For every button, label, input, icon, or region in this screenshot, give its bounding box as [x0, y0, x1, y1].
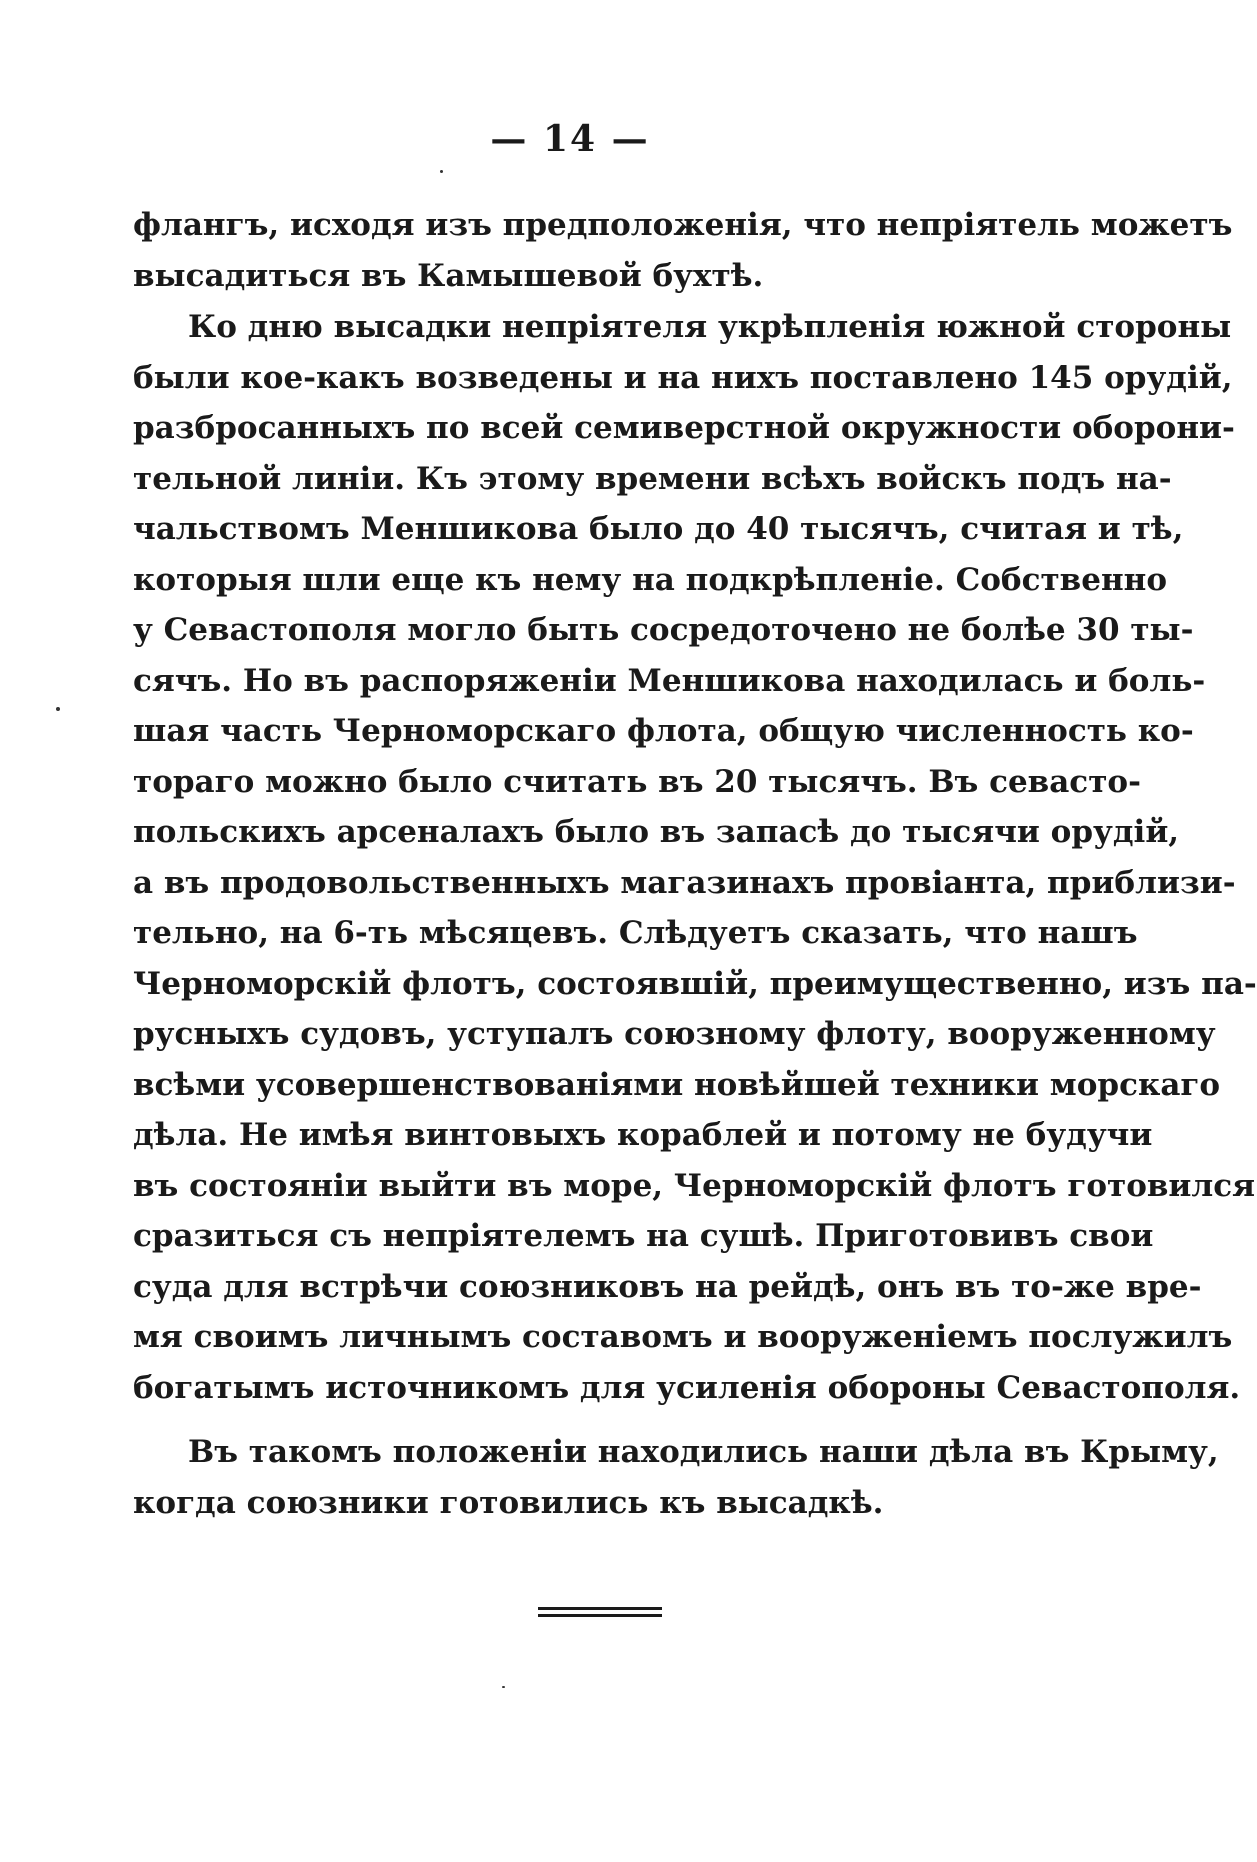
text-line: были кое-какъ возведены и на нихъ поставлено 145 орудій,: [133, 359, 1233, 396]
text-line: русныхъ судовъ, уступалъ союзному флоту, вооруженному: [133, 1016, 1216, 1052]
text-line: тельной линіи. Къ этому времени всѣхъ войскъ подъ на-: [133, 460, 1172, 497]
text-line: въ состояніи выйти въ море, Черноморскій флотъ готовился: [133, 1167, 1256, 1204]
paragraph-main: [133, 302, 1257, 1413]
text-line: польскихъ арсеналахъ было въ запасѣ до тысячи орудій,: [133, 814, 1180, 850]
text-line: Ко дню высадки непріятеля укрѣпленія южной стороны: [188, 309, 1232, 345]
text-line: которыя шли еще къ нему на подкрѣпленіе. Собственно: [133, 561, 1168, 598]
scan-speck: [56, 707, 60, 711]
text-line: дѣла. Не имѣя винтовыхъ кораблей и потому не будучи: [133, 1117, 1153, 1153]
text-line: когда союзники готовились къ высадкѣ.: [133, 1484, 884, 1521]
text-line: сячъ. Но въ распоряженіи Меншикова находилась и боль-: [133, 662, 1206, 699]
text-line: суда для встрѣчи союзниковъ на рейдѣ, онъ въ то-же вре-: [133, 1268, 1202, 1305]
text-line: сразиться съ непріятелемъ на сушѣ. Приготовивъ свои: [133, 1218, 1154, 1254]
paragraph-closing: [133, 1427, 1219, 1528]
text-line: разбросанныхъ по всей семиверстной окружности оборони-: [133, 410, 1235, 446]
text-line: мя своимъ личнымъ составомъ и вооруженіемъ послужилъ: [133, 1319, 1233, 1355]
text-line: а въ продовольственныхъ магазинахъ провіанта, приблизи-: [133, 864, 1236, 901]
text-line: у Севастополя могло быть сосредоточено не болѣе 30 ты-: [133, 612, 1194, 648]
text-line: всѣми усовершенствованіями новѣйшей техники морскаго: [133, 1066, 1221, 1103]
text-line: тораго можно было считать въ 20 тысячъ. Въ севасто-: [133, 763, 1141, 800]
text-line: флангъ, исходя изъ предположенія, что непріятель можетъ: [133, 207, 1233, 243]
text-line: Въ такомъ положеніи находились наши дѣла въ Крыму,: [188, 1434, 1219, 1470]
scan-speck: [502, 1686, 505, 1688]
text-line: богатымъ источникомъ для усиленія обороны Севастополя.: [133, 1369, 1241, 1406]
scan-speck: [440, 170, 443, 173]
text-line: высадиться въ Камышевой бухтѣ.: [133, 257, 764, 294]
text-line: шая часть Черноморскаго флота, общую численность ко-: [133, 713, 1194, 749]
text-line: чальствомъ Меншикова было до 40 тысячъ, считая и тѣ,: [133, 511, 1184, 547]
section-divider: [538, 1607, 662, 1621]
page-number: — 14 —: [490, 118, 650, 160]
divider-rule-bottom: [538, 1614, 662, 1617]
divider-rule-top: [538, 1607, 662, 1610]
text-line: тельно, на 6-ть мѣсяцевъ. Слѣдуетъ сказать, что нашъ: [133, 915, 1138, 951]
paragraph-continuation: [133, 200, 1233, 301]
text-line: Черноморскій флотъ, состоявшій, преимущественно, изъ па-: [133, 965, 1257, 1002]
